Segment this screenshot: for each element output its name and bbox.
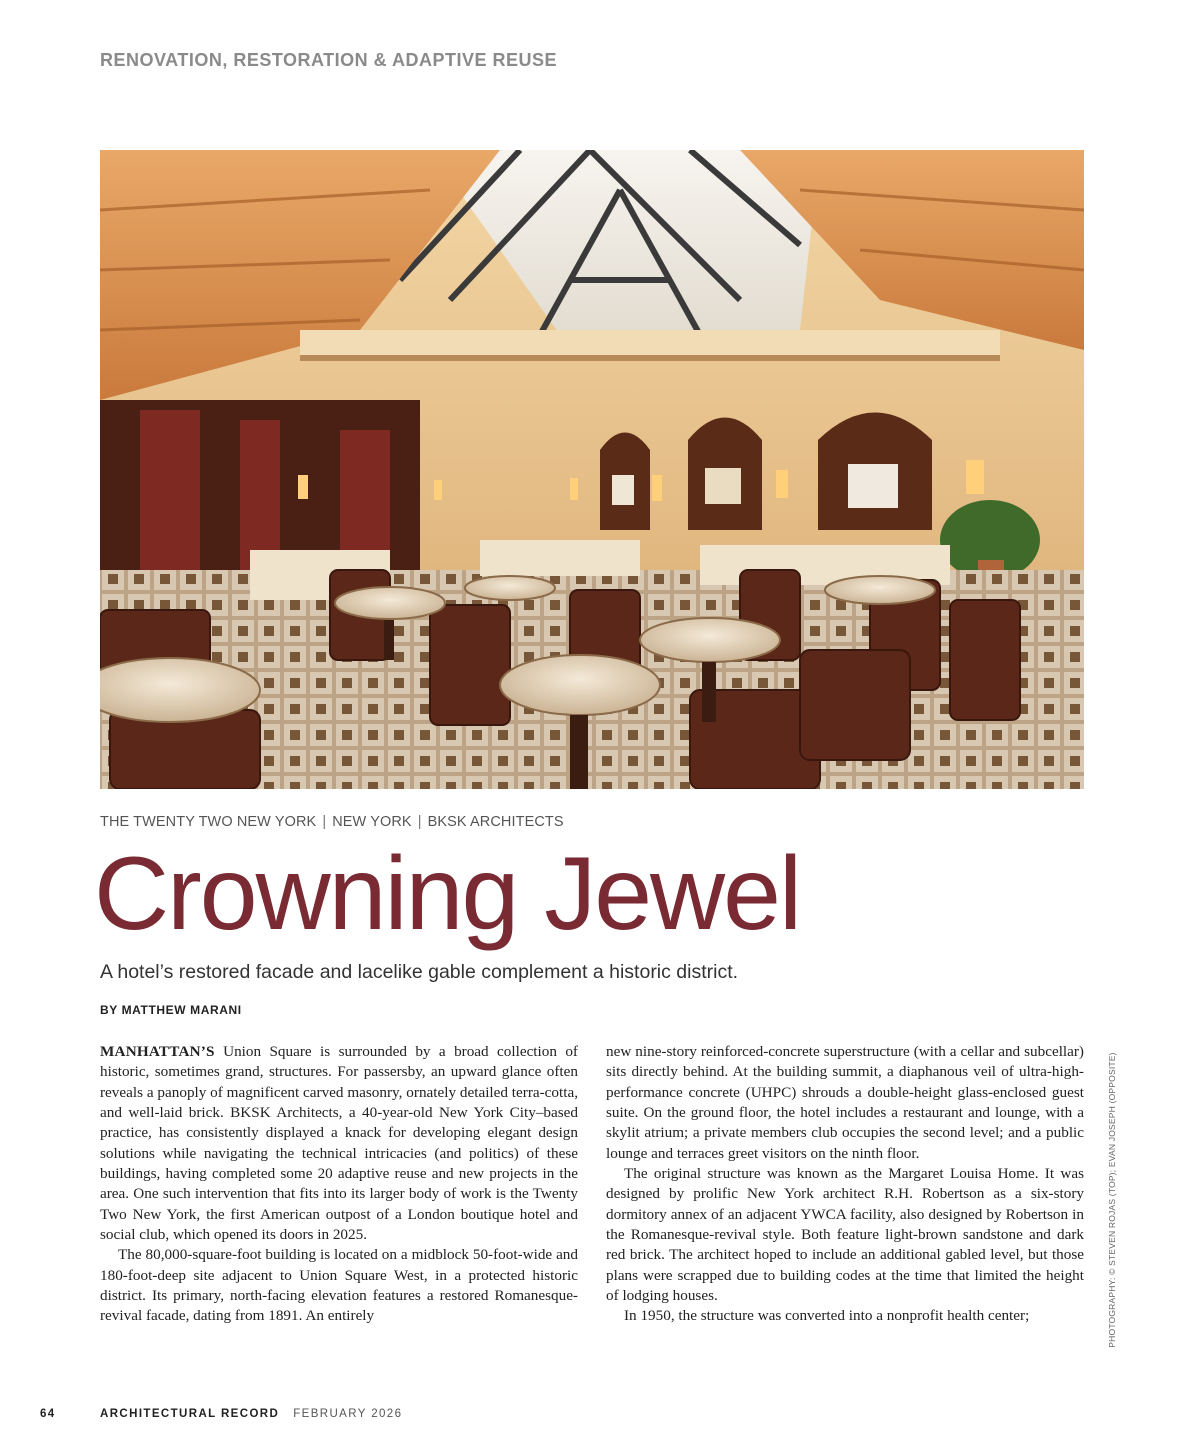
paragraph-text: Union Square is surrounded by a broad collection of historic, sometimes grand, structures. For passersby, an upward glance often reveals a panoply of magnificent carved masonry, ornately detailed terra-cotta, and well-laid brick. BKSK Architects, a 40-year-old New York City–based practice, has consistently displayed a knack for developing elegant design solutions while navigating the technical intricacies (and politics) of these buildings, having completed some 20 adaptive reuse and new projects in the area. One such intervention that fits into its larger body of work is the Twenty Two New York, the first American outpost of a London boutique hotel and social club, which opened its doors in 2025.: [100, 1043, 578, 1244]
photo-credit-text: PHOTOGRAPHY: © STEVEN ROJAS (TOP); EVAN JOSEPH (OPPOSITE): [1107, 1052, 1117, 1348]
article-dek: A hotel’s restored facade and lacelike gable complement a historic district.: [100, 961, 739, 983]
project-architect: BKSK ARCHITECTS: [427, 814, 564, 830]
project-city: NEW YORK: [332, 814, 412, 830]
body-column-right: [606, 1042, 1084, 1327]
article-headline: Crowning Jewel: [94, 836, 801, 952]
body-paragraph: The original structure was known as the Margaret Louisa Home. It was designed by prolific New York architect R.H. Robertson as a six-story dormitory annex of an adjacent YWCA facility, also designed by Robertson in the Romanesque-revival style. Both feature light-brown sandstone and dark red brick. The architect hoped to include an additional gabled level, but those plans were scrapped due to building codes at the time that limited the height of lodging houses.: [606, 1165, 1084, 1305]
page-footer: [40, 1408, 402, 1420]
restaurant-atrium-photo: [100, 150, 1084, 789]
section-header: RENOVATION, RESTORATION & ADAPTIVE REUSE: [100, 50, 558, 70]
lead-in: MANHATTAN’S: [100, 1043, 215, 1060]
magazine-name: ARCHITECTURAL RECORD: [100, 1408, 280, 1420]
body-paragraph: In 1950, the structure was converted into a nonprofit health center;: [624, 1307, 1030, 1325]
body-paragraph: The 80,000-square-foot building is located on a midblock 50-foot-wide and 180-foot-deep site adjacent to Union Square West, in a protected historic district. Its primary, north-facing elevation features a restored Romanesque-revival facade, dating from 1891. An entirely: [100, 1246, 578, 1325]
body-column-left: [100, 1042, 578, 1327]
separator: |: [417, 814, 422, 830]
body-paragraph: [100, 1042, 578, 1245]
separator: |: [322, 814, 327, 830]
project-info: [100, 814, 564, 830]
byline: BY MATTHEW MARANI: [100, 1003, 242, 1017]
page-number: 64: [40, 1408, 56, 1420]
issue-date: FEBRUARY 2026: [293, 1408, 403, 1420]
body-paragraph: new nine-story reinforced-concrete superstructure (with a cellar and subcellar) sits directly behind. At the building summit, a diaphanous veil of ultra-high-performance concrete (UHPC) shrouds a double-height glass-enclosed guest suite. On the ground floor, the hotel includes a restaurant and lounge, with a skylit atrium; a private members club occupies the second level; and a public lounge and terraces greet visitors on the ninth floor.: [606, 1043, 1084, 1162]
project-name: THE TWENTY TWO NEW YORK: [100, 814, 317, 830]
